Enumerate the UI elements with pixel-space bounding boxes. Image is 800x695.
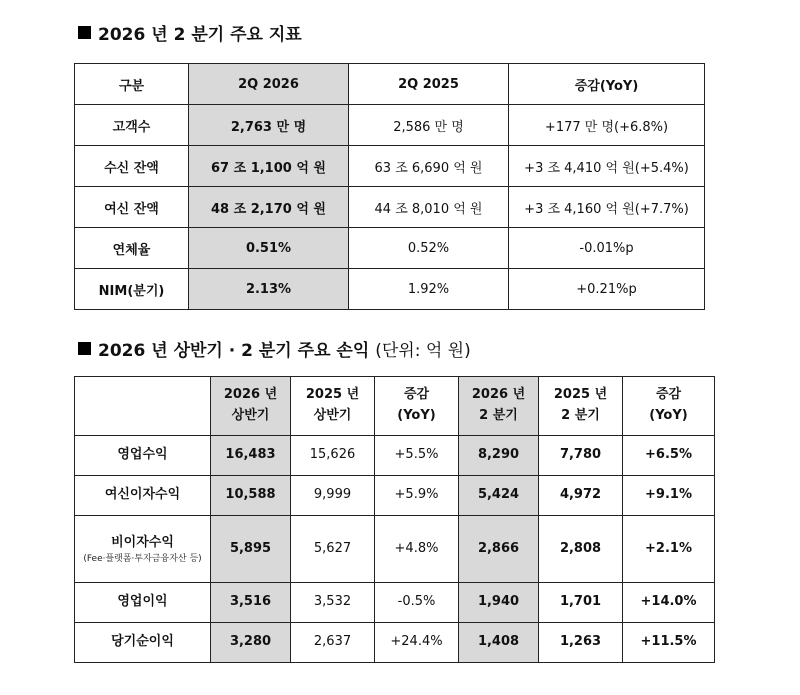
cell-q2-yoy: +11.5%	[623, 623, 715, 663]
cell-q2-yoy: +2.1%	[623, 516, 715, 583]
table-row	[75, 187, 705, 228]
section1-title: 2026 년 2 분기 주요 지표	[98, 25, 302, 45]
cell-h1-yoy: +5.5%	[375, 436, 459, 476]
cell-2025-h1: 3,532	[291, 583, 375, 623]
row-label: 수신 잔액	[75, 146, 189, 187]
header-2025-h1: 2025 년 상반기	[291, 377, 375, 436]
cell-q2-yoy: +14.0%	[623, 583, 715, 623]
cell-yoy: +177 만 명(+6.8%)	[509, 105, 705, 146]
cell-2025-q2: 1,701	[539, 583, 623, 623]
row-label-cell	[75, 516, 211, 583]
row-label: 여신이자수익	[75, 476, 211, 516]
row-label: 여신 잔액	[75, 187, 189, 228]
black-square-bullet-icon	[78, 26, 91, 39]
row-label: 당기순이익	[75, 623, 211, 663]
table-header-row	[75, 377, 715, 436]
table-row	[75, 623, 715, 663]
cell-2q2025: 0.52%	[349, 228, 509, 269]
section2-heading	[78, 336, 471, 361]
header-2026-q2: 2026 년 2 분기	[459, 377, 539, 436]
key-indicators-table	[74, 63, 705, 310]
cell-yoy: +3 조 4,160 억 원(+7.7%)	[509, 187, 705, 228]
header-empty-cell	[75, 377, 211, 436]
table-row	[75, 476, 715, 516]
cell-2025-h1: 9,999	[291, 476, 375, 516]
section1-heading	[78, 20, 302, 45]
cell-yoy: +3 조 4,410 억 원(+5.4%)	[509, 146, 705, 187]
cell-2025-q2: 4,972	[539, 476, 623, 516]
cell-2026-h1: 3,280	[211, 623, 291, 663]
cell-h1-yoy: -0.5%	[375, 583, 459, 623]
table-row	[75, 146, 705, 187]
header-yoy: 증감(YoY)	[509, 64, 705, 105]
header-category: 구분	[75, 64, 189, 105]
cell-2025-q2: 7,780	[539, 436, 623, 476]
cell-2q2026: 0.51%	[189, 228, 349, 269]
cell-2026-q2: 1,408	[459, 623, 539, 663]
cell-2025-h1: 2,637	[291, 623, 375, 663]
cell-2025-q2: 1,263	[539, 623, 623, 663]
table-row	[75, 436, 715, 476]
cell-2025-q2: 2,808	[539, 516, 623, 583]
income-table	[74, 376, 715, 663]
cell-2026-h1: 3,516	[211, 583, 291, 623]
cell-h1-yoy: +24.4%	[375, 623, 459, 663]
cell-2026-h1: 5,895	[211, 516, 291, 583]
cell-2026-q2: 5,424	[459, 476, 539, 516]
cell-2q2026: 2.13%	[189, 269, 349, 310]
cell-2026-q2: 8,290	[459, 436, 539, 476]
cell-yoy: -0.01%p	[509, 228, 705, 269]
cell-h1-yoy: +5.9%	[375, 476, 459, 516]
row-label: 연체율	[75, 228, 189, 269]
header-2026-h1: 2026 년 상반기	[211, 377, 291, 436]
cell-q2-yoy: +6.5%	[623, 436, 715, 476]
cell-2025-h1: 5,627	[291, 516, 375, 583]
cell-2026-h1: 10,588	[211, 476, 291, 516]
cell-2q2026: 2,763 만 명	[189, 105, 349, 146]
header-h1-yoy: 증감 (YoY)	[375, 377, 459, 436]
table-row	[75, 269, 705, 310]
header-q2-yoy: 증감 (YoY)	[623, 377, 715, 436]
cell-q2-yoy: +9.1%	[623, 476, 715, 516]
table-row	[75, 516, 715, 583]
header-2025-q2: 2025 년 2 분기	[539, 377, 623, 436]
cell-2q2025: 1.92%	[349, 269, 509, 310]
table-header-row	[75, 64, 705, 105]
row-label: 고객수	[75, 105, 189, 146]
cell-2q2026: 67 조 1,100 억 원	[189, 146, 349, 187]
cell-2025-h1: 15,626	[291, 436, 375, 476]
cell-2026-q2: 1,940	[459, 583, 539, 623]
row-note: (Fee·플랫폼·투자금융자산 등)	[83, 554, 202, 565]
row-label: NIM(분기)	[75, 269, 189, 310]
row-label: 비이자수익	[111, 534, 174, 550]
table-row	[75, 228, 705, 269]
header-2q2025: 2Q 2025	[349, 64, 509, 105]
cell-2q2025: 63 조 6,690 억 원	[349, 146, 509, 187]
table-row	[75, 105, 705, 146]
cell-2026-q2: 2,866	[459, 516, 539, 583]
cell-yoy: +0.21%p	[509, 269, 705, 310]
header-2q2026: 2Q 2026	[189, 64, 349, 105]
black-square-bullet-icon	[78, 342, 91, 355]
table-row	[75, 583, 715, 623]
cell-h1-yoy: +4.8%	[375, 516, 459, 583]
unit-label: (단위: 억 원)	[375, 341, 471, 361]
cell-2q2025: 44 조 8,010 억 원	[349, 187, 509, 228]
cell-2026-h1: 16,483	[211, 436, 291, 476]
row-label: 영업수익	[75, 436, 211, 476]
cell-2q2025: 2,586 만 명	[349, 105, 509, 146]
cell-2q2026: 48 조 2,170 억 원	[189, 187, 349, 228]
row-label: 영업이익	[75, 583, 211, 623]
section2-title: 2026 년 상반기 · 2 분기 주요 손익	[98, 341, 370, 361]
